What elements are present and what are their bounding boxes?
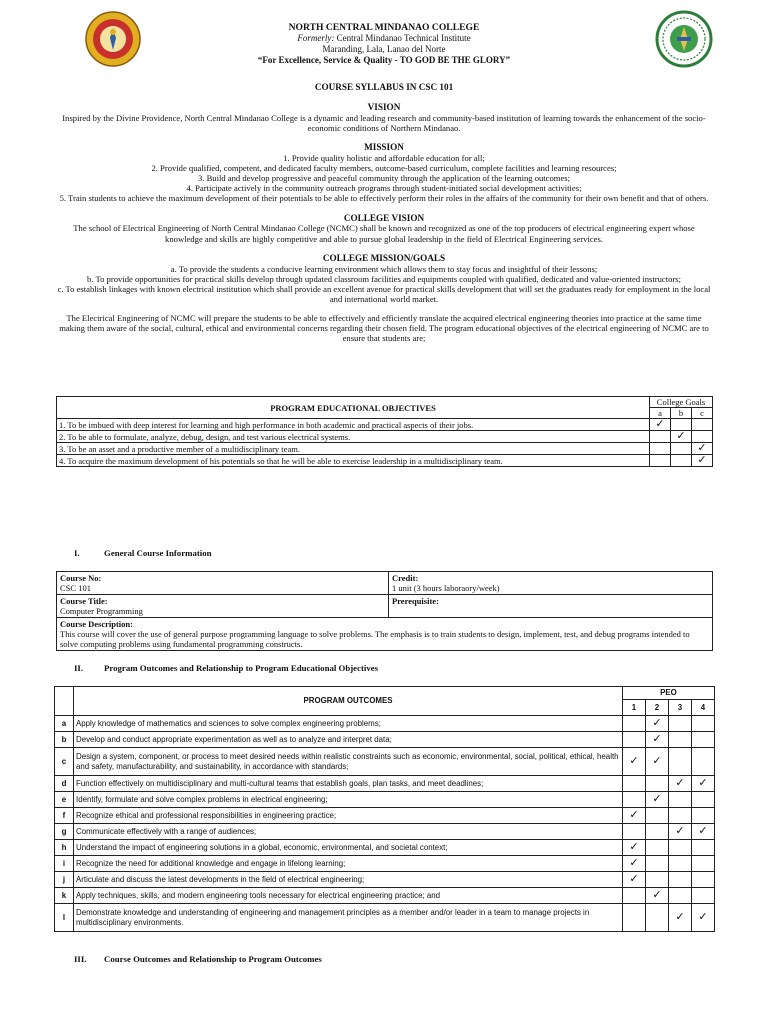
check-mark: ✓ (646, 888, 669, 904)
outcome-text: Recognize the need for additional knowledge and engage in lifelong learning; (74, 856, 623, 872)
outcome-letter: d (55, 776, 74, 792)
check-mark (623, 792, 646, 808)
check-mark (646, 776, 669, 792)
course-info-table (56, 571, 713, 651)
check-mark (669, 872, 692, 888)
check-mark (692, 732, 715, 748)
table-row (55, 732, 715, 748)
mission-item: 5. Train students to achieve the maximum development of their potentials to be able to effectively perform their roles in the affairs of the community for their own benefit and that of others. (59, 193, 709, 204)
mission-item: 2. Provide qualified, competent, and dedicated faculty members, outcome-based curriculum, complete facilities and learning resources; (151, 163, 617, 173)
check-mark (646, 872, 669, 888)
check-mark (669, 716, 692, 732)
course-title-value: Computer Programming (60, 606, 143, 617)
college-goal-item: c. To establish linkages with known electrical institution which shall provide an excellent avenue for practical skills development that will set the graduates ready for employment in the local and international world market. (57, 283, 711, 304)
check-mark: ✓ (692, 824, 715, 840)
check-mark (692, 716, 715, 732)
course-description-label: Course Description: (60, 619, 133, 630)
course-no-label: Course No: (60, 573, 102, 583)
vision-heading: VISION (367, 101, 401, 112)
vision-text: Inspired by the Divine Providence, North Central Mindanao College is a dynamic and leading research and community-based institution of learning towards the enhancement of the socio-economic conditions of Northern Mindanao. (62, 112, 706, 133)
check-mark (692, 748, 715, 776)
check-mark (671, 443, 692, 455)
formerly-label: Formerly: (297, 33, 335, 44)
syllabus-title: COURSE SYLLABUS IN CSC 101 (314, 82, 454, 92)
check-mark: ✓ (671, 431, 692, 443)
goal-col-b: b (671, 408, 692, 419)
letterhead (150, 22, 618, 65)
peo-table (56, 396, 713, 467)
outcome-letter: l (55, 904, 74, 932)
outcome-letter: g (55, 824, 74, 840)
check-mark (623, 888, 646, 904)
peo-header: PROGRAM EDUCATIONAL OBJECTIVES (57, 397, 650, 419)
table-row (55, 748, 715, 776)
outcome-text: Demonstrate knowledge and understanding of engineering and management principles as a member and/or leader in a team to manage projects in multidisciplinary environments. (74, 904, 623, 932)
outcome-text: Articulate and discuss the latest developments in the field of electrical engineering; (74, 872, 623, 888)
table-row (57, 419, 713, 431)
check-mark: ✓ (623, 808, 646, 824)
check-mark (669, 792, 692, 808)
section-title: Program Outcomes and Relationship to Program Educational Objectives (104, 663, 379, 673)
formerly-name: Central Mindanao Technical Institute (336, 33, 471, 44)
section-title: General Course Information (104, 548, 212, 558)
check-mark (646, 904, 669, 932)
course-title-label: Course Title: (60, 596, 108, 607)
table-row (55, 792, 715, 808)
credit-value: 1 unit (3 hours laboraory/week) (392, 583, 500, 594)
outcome-letter: j (55, 872, 74, 888)
check-mark (650, 443, 671, 455)
check-mark (692, 431, 713, 443)
course-no-value: CSC 101 (60, 583, 91, 594)
syllabus-body (56, 82, 712, 344)
outcome-letter: c (55, 748, 74, 776)
check-mark: ✓ (669, 904, 692, 932)
check-mark (646, 824, 669, 840)
outcome-text: Communicate effectively with a range of audiences; (74, 824, 623, 840)
outcome-text: Understand the impact of engineering solutions in a global, economic, environmental, and societal context; (74, 840, 623, 856)
peo-col-3: 3 (669, 700, 692, 716)
peo-text: 1. To be imbued with deep interest for learning and high performance in both academic and practical aspects of their jobs. (57, 419, 650, 431)
program-outcomes-header: PROGRAM OUTCOMES (74, 687, 623, 716)
check-mark (623, 776, 646, 792)
outcome-text: Design a system, component, or process to meet desired needs within realistic constraints such as economic, environmental, social, political, ethical, health and safety, manufacturability, and sustainability, in accordance with standards; (74, 748, 623, 776)
table-row (55, 872, 715, 888)
check-mark (646, 808, 669, 824)
check-mark (623, 732, 646, 748)
check-mark (623, 824, 646, 840)
college-vision-text: The school of Electrical Engineering of North Central Mindanao College (NCMC) shall be known and recognized as one of the top producers of electrical engineering expert whose knowledge and skills are highly competitive and able to pursue global leadership in the field of Electrical Engineering services. (73, 223, 695, 244)
mission-item: 3. Build and develop progressive and peaceful community through the application of the learning outcomes; (197, 173, 571, 184)
check-mark: ✓ (623, 856, 646, 872)
check-mark: ✓ (623, 840, 646, 856)
check-mark (692, 872, 715, 888)
institute-seal-logo (655, 10, 713, 68)
check-mark: ✓ (646, 748, 669, 776)
outcome-text: Develop and conduct appropriate experimentation as well as to analyze and interpret data; (74, 732, 623, 748)
peo-text: 3. To be an asset and a productive member of a multidisciplinary team. (57, 443, 650, 455)
check-mark (692, 840, 715, 856)
section-heading (74, 954, 322, 964)
peo-intro: The Electrical Engineering of NCMC will prepare the students to be able to effectively and efficiently translate the acquired electrical engineering theories into practice at the same time making them aware of the social, cultural, ethical and environmental concerns regarding their chosen field. The program educational objectives of the electrical engineering of NCMC are to ensure that students are; (59, 313, 709, 344)
section-number: III. (74, 954, 87, 964)
check-mark: ✓ (692, 904, 715, 932)
outcome-text: Identify, formulate and solve complex problems in electrical engineering; (74, 792, 623, 808)
check-mark (623, 716, 646, 732)
peo-col-4: 4 (692, 700, 715, 716)
outcome-letter: e (55, 792, 74, 808)
outcome-letter: k (55, 888, 74, 904)
table-row (55, 716, 715, 732)
outcome-text: Function effectively on multidisciplinary and multi-cultural teams that establish goals, plan tasks, and meet deadlines; (74, 776, 623, 792)
check-mark (646, 856, 669, 872)
check-mark (669, 840, 692, 856)
college-goals-header: College Goals (650, 397, 713, 408)
college-seal-logo (84, 10, 142, 68)
table-row (55, 840, 715, 856)
check-mark (669, 888, 692, 904)
check-mark: ✓ (692, 443, 713, 455)
outcome-letter: i (55, 856, 74, 872)
credit-label: Credit: (392, 573, 419, 583)
check-mark (692, 856, 715, 872)
peo-col-2: 2 (646, 700, 669, 716)
college-goal-item: b. To provide opportunities for practical skills develop through updated classroom facilities and equipments coupled with qualified, dedicated and value-oriented instructors; (87, 273, 681, 284)
outcome-text: Apply techniques, skills, and modern engineering tools necessary for electrical engineering practice; and (74, 888, 623, 904)
check-mark (692, 808, 715, 824)
check-mark (692, 888, 715, 904)
course-description-text: This course will cover the use of general purpose programming language to solve problems. The emphasis is to train students to design, implement, test, and debug programs intended to solve computing problems using fundamental programming constructs. (60, 629, 690, 650)
outcome-letter: a (55, 716, 74, 732)
check-mark: ✓ (646, 732, 669, 748)
peo-group-header: PEO (623, 687, 715, 700)
section-title: Course Outcomes and Relationship to Program Outcomes (104, 954, 322, 964)
section-number: I. (74, 548, 80, 558)
table-row (55, 776, 715, 792)
mission-item: 4. Participate actively in the community outreach programs through student-initiated social development activities; (186, 183, 582, 194)
check-mark (669, 808, 692, 824)
peo-col-1: 1 (623, 700, 646, 716)
table-row (55, 808, 715, 824)
table-row (55, 888, 715, 904)
check-mark (669, 748, 692, 776)
table-row (57, 455, 713, 467)
check-mark: ✓ (646, 792, 669, 808)
check-mark (669, 856, 692, 872)
college-goal-item: a. To provide the students a conducive learning environment which allows them to stay focus and insightful of their lessons; (170, 263, 598, 274)
program-outcomes-table (54, 686, 715, 932)
tagline: “For Excellence, Service & Quality - TO GOD BE THE GLORY” (257, 54, 511, 65)
check-mark: ✓ (692, 776, 715, 792)
outcome-letter: h (55, 840, 74, 856)
section-heading (74, 548, 212, 558)
check-mark: ✓ (669, 776, 692, 792)
college-name: NORTH CENTRAL MINDANAO COLLEGE (288, 22, 480, 33)
outcome-text: Recognize ethical and professional responsibilities in engineering practice; (74, 808, 623, 824)
check-mark (671, 419, 692, 431)
check-mark (692, 792, 715, 808)
check-mark (669, 732, 692, 748)
check-mark (692, 419, 713, 431)
section-number: II. (74, 663, 84, 673)
check-mark: ✓ (646, 716, 669, 732)
college-mission-heading: COLLEGE MISSION/GOALS (322, 252, 446, 263)
goal-col-a: a (650, 408, 671, 419)
peo-text: 2. To be able to formulate, analyze, debug, design, and test various electrical systems. (57, 431, 650, 443)
mission-heading: MISSION (364, 142, 404, 152)
table-row (55, 856, 715, 872)
table-row (55, 904, 715, 932)
prerequisite-label: Prerequisite: (392, 596, 439, 607)
table-row (57, 431, 713, 443)
check-mark (671, 455, 692, 467)
mission-item: 1. Provide quality holistic and affordable education for all; (283, 152, 485, 163)
check-mark (650, 431, 671, 443)
outcome-text: Apply knowledge of mathematics and sciences to solve complex engineering problems; (74, 716, 623, 732)
peo-text: 4. To acquire the maximum development of his potentials so that he will be able to exercise leadership in a multidisciplinary team. (57, 455, 650, 467)
goal-col-c: c (692, 408, 713, 419)
table-row (55, 824, 715, 840)
check-mark: ✓ (650, 419, 671, 431)
formerly-line (150, 33, 618, 44)
college-vision-heading: COLLEGE VISION (343, 212, 425, 223)
outcome-letter: f (55, 808, 74, 824)
address: Maranding, Lala, Lanao del Norte (322, 43, 446, 54)
check-mark: ✓ (623, 872, 646, 888)
table-row (57, 443, 713, 455)
outcome-letter: b (55, 732, 74, 748)
check-mark (623, 904, 646, 932)
section-heading (74, 663, 378, 673)
check-mark: ✓ (623, 748, 646, 776)
check-mark (650, 455, 671, 467)
check-mark: ✓ (692, 455, 713, 467)
check-mark: ✓ (669, 824, 692, 840)
check-mark (646, 840, 669, 856)
